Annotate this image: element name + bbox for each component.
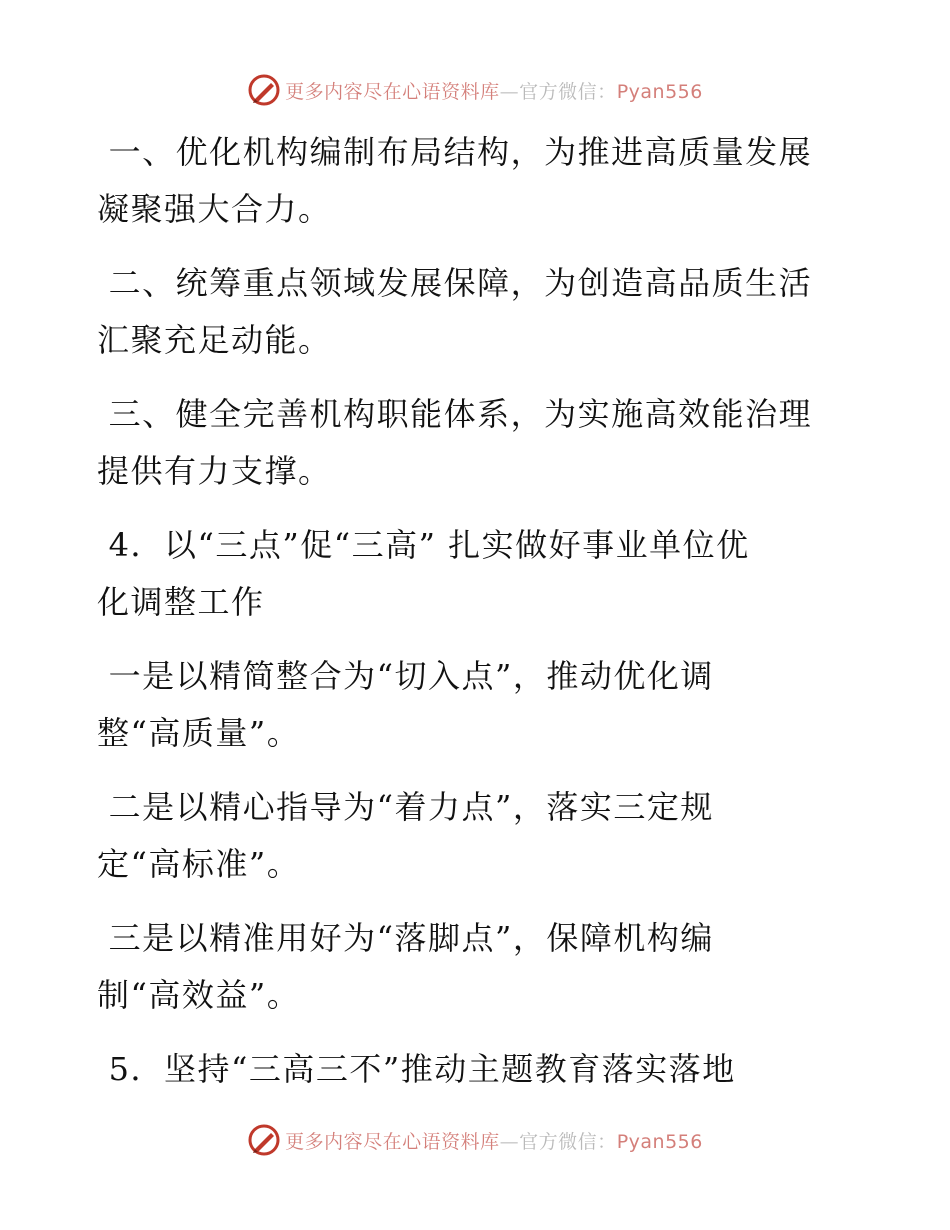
- banner-wechat-id: Pyan556: [616, 1130, 703, 1153]
- pen-logo-icon: [247, 73, 281, 107]
- paragraph: [97, 779, 837, 893]
- footer-banner: [0, 1120, 950, 1160]
- banner-separator: —: [499, 1130, 520, 1153]
- paragraph-line: 5．坚持“三高三不”推动主题教育落实落地: [97, 1050, 736, 1088]
- paragraph-line: 三是以精准用好为“落脚点”，保障机构编: [97, 919, 714, 957]
- paragraph: [97, 910, 837, 1024]
- header-banner: [0, 70, 950, 110]
- paragraph-line: 二、统筹重点领域发展保障，为创造高品质生活: [97, 264, 813, 302]
- paragraph: [97, 124, 837, 238]
- document-body: [97, 124, 837, 1115]
- paragraph-line: 一是以精简整合为“切入点”，推动优化调: [97, 657, 714, 695]
- banner-wechat-label: 官方微信：: [519, 80, 617, 103]
- banner-wechat-label: 官方微信：: [519, 1130, 617, 1153]
- paragraph-line: 三、健全完善机构职能体系，为实施高效能治理: [97, 395, 813, 433]
- section-heading: [97, 517, 837, 631]
- paragraph: [97, 255, 837, 369]
- paragraph-line: 化调整工作: [97, 583, 265, 621]
- paragraph-line: 提供有力支撑。: [97, 452, 332, 490]
- paragraph: [97, 648, 837, 762]
- pen-logo-icon: [247, 1123, 281, 1157]
- banner-site-text: 更多内容尽在心语资料库: [285, 1130, 500, 1153]
- banner-site-text: 更多内容尽在心语资料库: [285, 80, 500, 103]
- paragraph-line: 4．以“三点”促“三高” 扎实做好事业单位优: [97, 526, 750, 564]
- paragraph-line: 凝聚强大合力。: [97, 190, 332, 228]
- paragraph-line: 二是以精心指导为“着力点”，落实三定规: [97, 788, 714, 826]
- paragraph-line: 汇聚充足动能。: [97, 321, 332, 359]
- section-heading: [97, 1041, 837, 1098]
- banner-wechat-id: Pyan556: [616, 80, 703, 103]
- paragraph: [97, 386, 837, 500]
- banner-separator: —: [499, 80, 520, 103]
- paragraph-line: 定“高标准”。: [97, 845, 301, 883]
- paragraph-line: 整“高质量”。: [97, 714, 301, 752]
- paragraph-line: 制“高效益”。: [97, 976, 301, 1014]
- paragraph-line: 一、优化机构编制布局结构，为推进高质量发展: [97, 133, 813, 171]
